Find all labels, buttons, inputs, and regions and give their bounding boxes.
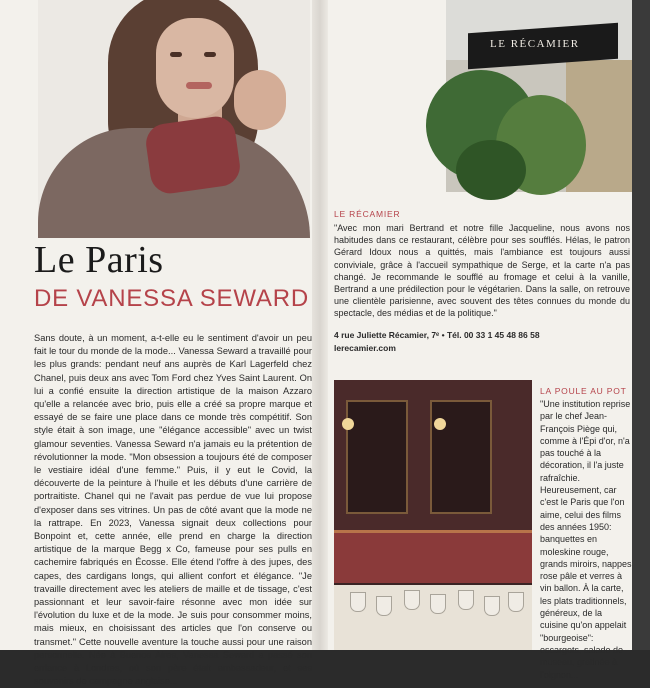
photo-lamp — [434, 418, 446, 430]
poule-quote: "Une institution reprise par le chef Jean-François Piège qui, comme à l'Épi d'or, n'a pas touché à la décoration, il l'a juste rafraîchie. Heureusement, car c'est le Paris que l'on aime, celui des films des années 1950: banquettes en moleskine rouge, grands miroirs, nappes rose pâle et verres à vin ballon. À la carte, les plats traditionnels, généreux, de la cuisine qu'on appelait "bourgeoise": escargots, salade de museau, gratinée à l'oignon... — [540, 399, 632, 680]
article-body: Sans doute, à un moment, a-t-elle eu le sentiment d'avoir un peu fait le tour du monde de la mode... Vanessa Seward a travaillé pour les plus grands: pendant neuf ans auprès de Karl Lagerfeld chez Chanel, puis deux ans avec Tom Ford chez Yves Saint Laurent. On lui a confié ensuite la direction artistique de la maison Azzaro qu'elle a relancée avec brio, puis elle a créé sa propre marque et essayé de se faire une place dans ce monde très compétitif. Son style était à son image, une "élégance accessible" avec un twist glamour seventies. Vanessa Seward n'a jamais eu la prétention de révolutionner la mode. "Mon obsession a toujours été de composer le vestiaire idéal d'une femme." Puis, il y eut le Covid, la découverte de la peinture à l'huile et les débuts d'une carrière de portraitiste. Chanel qui ne l'avait pas perdue de vue lui propose d'exposer dans ses vitrines. Un pas de côté avant que la mode ne la rattrape. En 2023, Vanessa signait deux collections pour Bonpoint et, cette année, elle prend en charge la direction artistique de la marque Begg x Co, fameuse pour ses pulls en cachemire fabriqués en Écosse. Elle étend l'offre à des jupes, des capes, des cardigans longs, qui allient confort et élégance. "Je travaille directement avec les ateliers de maille et de tissage, c'est passionnant et leur savoir-faire résonne avec mon idée sur l'évolution du luxe et de la mode. Je suis pour consommer moins, mais mieux, en choisissant des articles que l'on conserve ou transmet." Cette nouvelle aventure la touche aussi pour une raison personnelle. Née à Buenos Aires, Vanessa Seward a passé son enfance à Londres, où son père était ambassadeur, et ses souvenirs de campagne anglaise... — [34, 333, 312, 687]
portrait-lips — [186, 82, 212, 89]
page-gutter — [312, 0, 328, 650]
photo-glass — [484, 596, 500, 616]
section-kicker-recamier: LE RÉCAMIER — [334, 209, 401, 219]
recamier-address: 4 rue Juliette Récamier, 7ᵉ • Tél. 00 33 1 45 48 86 58 — [334, 330, 540, 340]
photo-glass — [376, 596, 392, 616]
portrait-eye-right — [204, 52, 216, 57]
awning-sign-text: LE RÉCAMIER — [490, 38, 580, 50]
section-kicker-poule: LA POULE AU POT — [540, 386, 627, 396]
photo-glass — [458, 590, 474, 610]
photo-banquette — [334, 530, 532, 583]
photo-glass — [430, 594, 446, 614]
photo-glass — [350, 592, 366, 612]
portrait-photo — [38, 0, 310, 228]
recamier-website: lerecamier.com — [334, 343, 396, 353]
recamier-quote: "Avec mon mari Bertrand et notre fille Jacqueline, nous avons nos habitudes dans ce restaurant, célèbre pour ses soufflés. Hélas, le patron Gérard Idoux nous a quittés, mais l'ambiance est toujours aussi conviviale, grâce à l'accueil sympathique de Serge, et la carte n'a pas changé. Je recommande le soufflé au fromage et celui à la vanille, Bertrand a une prédilection pour le végétarien. Dans la salle, on retrouve une clientèle parisienne, avec souvent des têtes connues du monde du spectacle, des médias et de la politique." — [334, 223, 630, 319]
article-title: Le Paris — [34, 239, 164, 281]
photo-glass — [404, 590, 420, 610]
photo-mirror — [346, 400, 408, 514]
photo-glass — [508, 592, 524, 612]
portrait-hand — [234, 70, 286, 130]
portrait-eye-left — [170, 52, 182, 57]
photo-plant — [456, 140, 526, 200]
portrait-scarf — [144, 114, 243, 196]
article-subtitle: DE VANESSA SEWARD — [34, 285, 309, 312]
page-edge — [632, 0, 650, 650]
restaurant-interior-photo — [334, 380, 532, 650]
portrait-face — [156, 18, 234, 118]
photo-lamp — [342, 418, 354, 430]
restaurant-exterior-photo — [446, 0, 632, 192]
